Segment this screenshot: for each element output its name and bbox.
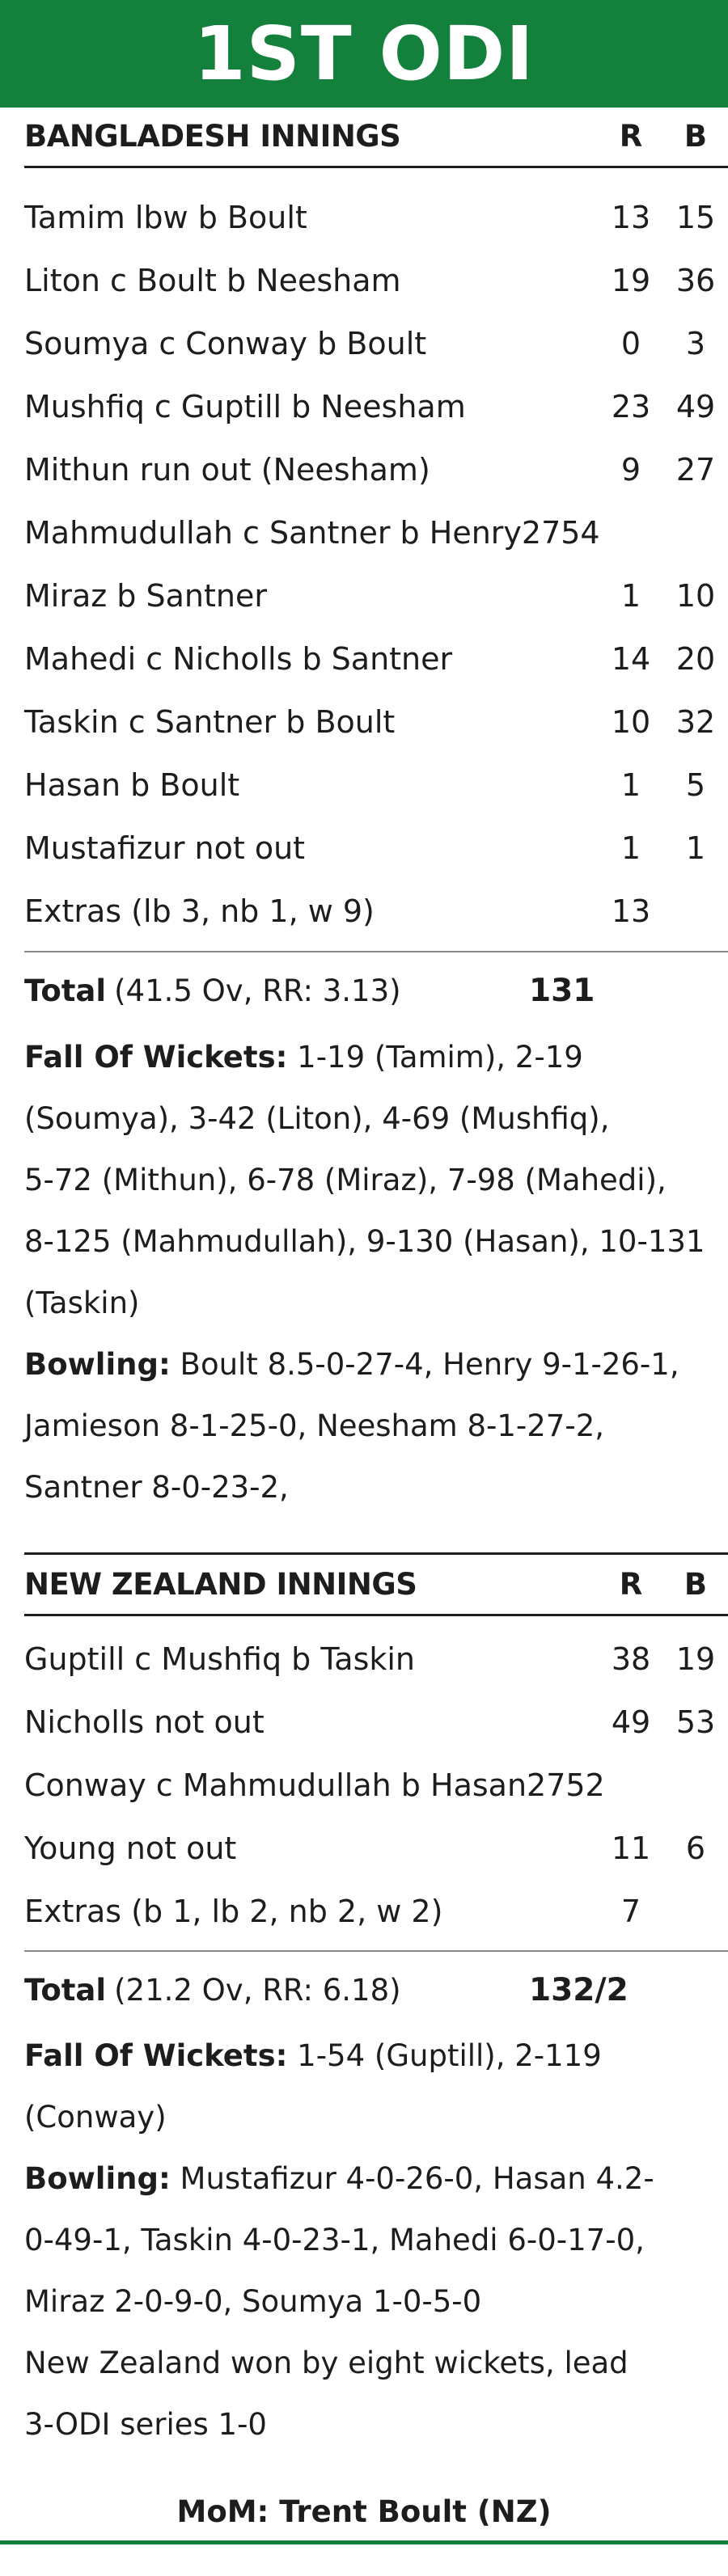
fow-text: (Taskin) [24,1286,140,1320]
extras-runs: 7 [620,1894,641,1929]
bowling-text: Jamieson 8-1-25-0, Neesham 8-1-27-2, [24,1408,605,1443]
batter-dismissal: Nicholls not out [24,1704,265,1740]
batter-balls: 5 [685,767,706,803]
batter-balls: 1 [685,830,706,866]
innings2-top-rule [24,1552,728,1555]
batter-dismissal: Mustafizur not out [24,830,306,866]
footer-rule [0,2540,728,2544]
fow-label: Fall Of Wickets: [24,1040,288,1075]
batter-balls: 27 [675,452,716,488]
batting-row [24,1691,728,1754]
batter-dismissal: Taskin c Santner b Boult [24,704,396,740]
batter-dismissal: Conway c Mahmudullah b Hasan2752 [24,1767,605,1803]
extras-row [24,880,728,943]
innings1-header-rule [24,166,728,168]
batting-row [24,1628,728,1691]
innings1-total-row [24,958,728,1023]
bowling-text: Santner 8-0-23-2, [24,1470,289,1505]
extras-row [24,1880,728,1943]
fow-text: 8-125 (Mahmudullah), 9-130 (Hasan), 10-131 [24,1224,705,1259]
batter-balls: 15 [675,200,716,235]
batter-runs: 11 [611,1831,651,1866]
batting-row [24,754,728,817]
batter-balls: 19 [675,1641,716,1677]
innings1-header [24,108,728,164]
batter-dismissal: Mahedi c Nicholls b Santner [24,641,453,677]
batting-row [24,564,728,627]
batter-dismissal: Mahmudullah c Santner b Henry2754 [24,515,600,551]
batter-balls: 49 [675,389,716,424]
batter-dismissal: Tamim lbw b Boult [24,200,307,235]
batting-row [24,312,728,375]
fow-label: Fall Of Wickets: [24,2038,288,2073]
batter-dismissal: Young not out [24,1831,237,1866]
batter-runs: 10 [611,704,651,740]
innings1-fall-of-wickets [24,1027,720,1334]
batter-dismissal: Hasan b Boult [24,767,240,803]
total-overs: (21.2 Ov, RR: 6.18) [114,1972,401,2008]
batter-runs: 14 [611,641,651,677]
innings1-total-rule [24,951,728,952]
batter-runs: 1 [620,767,641,803]
man-of-the-match: MoM: Trent Boult (NZ) [176,2494,552,2529]
innings2-total-rule [24,1950,728,1952]
batter-runs: 1 [620,830,641,866]
fow-text: 1-19 (Tamim), 2-19 [287,1040,583,1075]
batter-runs: 19 [611,263,651,298]
bowling-text: Miraz 2-0-9-0, Soumya 1-0-5-0 [24,2284,482,2319]
match-title: 1ST ODI [0,0,728,108]
batter-runs: 0 [620,326,641,361]
total-runs: 132/2 [529,1971,629,2008]
batter-runs: 9 [620,452,641,488]
batting-row [24,438,728,501]
batting-row [24,817,728,880]
innings2-title: NEW ZEALAND INNINGS [24,1566,417,1602]
batter-runs: 38 [611,1641,651,1677]
batter-balls: 32 [675,704,716,740]
batter-dismissal: Mushfiq c Guptill b Neesham [24,389,466,424]
total-overs: (41.5 Ov, RR: 3.13) [114,973,401,1008]
batter-runs: 1 [620,578,641,614]
fow-text: 5-72 (Mithun), 6-78 (Miraz), 7-98 (Mahedi), [24,1163,667,1197]
innings1-col-runs: R [619,118,643,154]
innings2-col-runs: R [619,1566,643,1602]
total-runs: 131 [529,972,595,1009]
batter-balls: 6 [685,1831,706,1866]
fow-text: (Conway) [24,2100,167,2135]
extras-runs: 13 [611,893,651,929]
batting-row [24,249,728,312]
batter-balls: 36 [675,263,716,298]
total-label: Total [24,1972,107,2008]
fow-text: 1-54 (Guptill), 2-119 [287,2038,602,2073]
batter-dismissal: Guptill c Mushfiq b Taskin [24,1641,416,1677]
batter-runs: 13 [611,200,651,235]
innings1-bowling [24,1334,720,1518]
innings2-total-row [24,1957,728,2022]
extras-detail: Extras (lb 3, nb 1, w 9) [24,893,375,929]
bowling-text: 0-49-1, Taskin 4-0-23-1, Mahedi 6-0-17-0, [24,2223,645,2257]
result-text: 3-ODI series 1-0 [24,2407,267,2442]
batter-dismissal: Miraz b Santner [24,578,267,614]
fow-text: (Soumya), 3-42 (Liton), 4-69 (Mushfiq), [24,1101,610,1136]
innings1-title: BANGLADESH INNINGS [24,118,401,154]
innings1-col-balls: B [684,118,708,154]
batter-runs: 49 [611,1704,651,1740]
batter-dismissal: Liton c Boult b Neesham [24,263,401,298]
batter-dismissal: Soumya c Conway b Boult [24,326,427,361]
innings2-bowling [24,2148,720,2456]
batting-row [24,375,728,438]
batting-row [24,690,728,754]
batter-runs: 23 [611,389,651,424]
batter-balls: 10 [675,578,716,614]
batting-row [24,501,728,564]
batter-balls: 53 [675,1704,716,1740]
bowling-text: Boult 8.5-0-27-4, Henry 9-1-26-1, [170,1347,679,1382]
batting-row [24,627,728,690]
batting-row [24,186,728,249]
bowling-label: Bowling: [24,1347,171,1382]
bowling-label: Bowling: [24,2161,171,2196]
result-text: New Zealand won by eight wickets, lead [24,2346,629,2380]
batting-row [24,1817,728,1880]
innings2-header-rule [24,1614,728,1616]
bowling-text: Mustafizur 4-0-26-0, Hasan 4.2- [170,2161,654,2196]
total-label: Total [24,973,107,1008]
batter-dismissal: Mithun run out (Neesham) [24,452,430,488]
innings2-fall-of-wickets [24,2025,720,2148]
batter-balls: 3 [685,326,706,361]
innings2-col-balls: B [684,1566,708,1602]
batter-balls: 20 [675,641,716,677]
innings2-header [24,1556,728,1612]
batting-row [24,1754,728,1817]
extras-detail: Extras (b 1, lb 2, nb 2, w 2) [24,1894,443,1929]
